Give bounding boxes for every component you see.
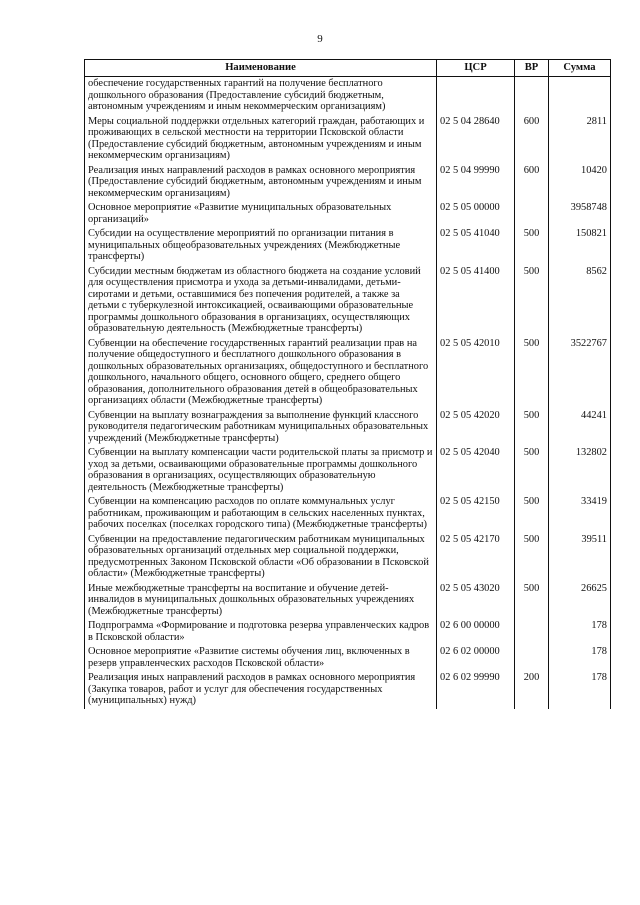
row-vr: 500 — [515, 495, 549, 533]
row-name: Реализация иных направлений расходов в рамках основного мероприятия (Предоставление субсидий бюджетным, автономным учреждениям и иным некоммерческим организациям) — [85, 164, 437, 202]
row-name: Основное мероприятие «Развитие системы обучения лиц, включенных в резерв управленческих расходов Псковской области» — [85, 645, 437, 671]
row-sum: 2811 — [549, 115, 611, 164]
table-row — [85, 582, 611, 620]
table-row — [85, 201, 611, 227]
row-vr: 500 — [515, 409, 549, 447]
row-name: Подпрограмма «Формирование и подготовка резерва управленческих кадров в Псковской области» — [85, 619, 437, 645]
table-row — [85, 533, 611, 582]
row-csr: 02 5 05 42150 — [437, 495, 515, 533]
row-csr: 02 5 04 28640 — [437, 115, 515, 164]
table-row — [85, 409, 611, 447]
table-row — [85, 77, 611, 115]
table-row — [85, 164, 611, 202]
row-vr: 500 — [515, 533, 549, 582]
row-vr: 500 — [515, 446, 549, 495]
table-header — [85, 60, 611, 77]
row-vr: 200 — [515, 671, 549, 709]
row-vr — [515, 77, 549, 115]
row-vr — [515, 645, 549, 671]
row-name: Субсидии на осуществление мероприятий по организации питания в муниципальных общеобразовательных учреждениях (Межбюджетные трансферты) — [85, 227, 437, 265]
row-csr: 02 5 05 41040 — [437, 227, 515, 265]
row-sum: 178 — [549, 619, 611, 645]
row-name: Меры социальной поддержки отдельных категорий граждан, работающих и проживающих в сельской местности на территории Псковской области (Предоставление субсидий бюджетным, автономным учреждениям и иным некоммерческим организациям) — [85, 115, 437, 164]
row-sum: 8562 — [549, 265, 611, 337]
row-sum: 33419 — [549, 495, 611, 533]
row-vr — [515, 201, 549, 227]
row-vr — [515, 619, 549, 645]
table-row — [85, 495, 611, 533]
row-csr: 02 5 05 42040 — [437, 446, 515, 495]
row-name: Субвенции на выплату компенсации части родительской платы за присмотр и уход за детьми, осваивающими образовательные программы дошкольного образования в организациях, осуществляющих образовательную деятельность (Межбюджетные трансферты) — [85, 446, 437, 495]
row-name: Основное мероприятие «Развитие муниципальных образовательных организаций» — [85, 201, 437, 227]
row-sum: 39511 — [549, 533, 611, 582]
row-csr: 02 5 05 41400 — [437, 265, 515, 337]
row-name: обеспечение государственных гарантий на получение бесплатного дошкольного образования (Предоставление субсидий бюджетным, автономным учреждениям и иным некоммерческим организациям) — [85, 77, 437, 115]
row-name: Субсидии местным бюджетам из областного бюджета на создание условий для осуществления присмотра и ухода за детьми-инвалидами, детьми-сиротами и детьми, оставшимися без попечения родителей, а также за детьми с туберкулезной интоксикацией, осваивающими образовательные программы дошкольного образования в организациях, осуществляющих образовательную деятельность (Межбюджетные трансферты) — [85, 265, 437, 337]
table-row — [85, 645, 611, 671]
table-row — [85, 115, 611, 164]
row-sum: 3522767 — [549, 337, 611, 409]
row-csr: 02 5 05 00000 — [437, 201, 515, 227]
row-vr: 500 — [515, 582, 549, 620]
row-sum: 178 — [549, 671, 611, 709]
row-vr: 500 — [515, 337, 549, 409]
row-vr: 600 — [515, 164, 549, 202]
header-vr: ВР — [515, 60, 549, 77]
row-csr: 02 5 05 42010 — [437, 337, 515, 409]
table-row — [85, 337, 611, 409]
row-csr: 02 6 00 00000 — [437, 619, 515, 645]
row-sum — [549, 77, 611, 115]
table-row — [85, 671, 611, 709]
row-sum: 26625 — [549, 582, 611, 620]
row-name: Реализация иных направлений расходов в рамках основного мероприятия (Закупка товаров, работ и услуг для обеспечения государственных (муниципальных) нужд) — [85, 671, 437, 709]
table-row — [85, 446, 611, 495]
row-sum: 178 — [549, 645, 611, 671]
table-row — [85, 227, 611, 265]
row-name: Субвенции на выплату вознаграждения за выполнение функций классного руководителя педагогическим работникам муниципальных образовательных учреждений (Межбюджетные трансферты) — [85, 409, 437, 447]
header-sum: Сумма — [549, 60, 611, 77]
budget-table — [84, 59, 611, 709]
header-name: Наименование — [85, 60, 437, 77]
table-body — [85, 77, 611, 709]
row-sum: 10420 — [549, 164, 611, 202]
row-csr: 02 6 02 00000 — [437, 645, 515, 671]
row-name: Субвенции на компенсацию расходов по оплате коммунальных услуг работникам, проживающим и работающим в сельских населенных пунктах, рабочих поселках (поселках городского типа) (Межбюджетные трансферты) — [85, 495, 437, 533]
row-vr: 600 — [515, 115, 549, 164]
row-name: Субвенции на обеспечение государственных гарантий реализации прав на получение общедоступного и бесплатного дошкольного образования в дошкольных образовательных организациях, общедоступного и бесплатного дошкольного, начального общего, основного общего, среднего общего образования, дополнительного образования детей в общеобразовательных организациях области (Межбюджетные трансферты) — [85, 337, 437, 409]
row-csr: 02 5 04 99990 — [437, 164, 515, 202]
row-name: Субвенции на предоставление педагогическим работникам муниципальных образовательных организаций отдельных мер социальной поддержки, предусмотренных Законом Псковской области «Об образовании в Псковской области» (Межбюджетные трансферты) — [85, 533, 437, 582]
row-csr: 02 5 05 43020 — [437, 582, 515, 620]
row-sum: 132802 — [549, 446, 611, 495]
table-row — [85, 265, 611, 337]
row-vr: 500 — [515, 227, 549, 265]
row-csr: 02 6 02 99990 — [437, 671, 515, 709]
page-number: 9 — [317, 33, 323, 45]
row-name: Иные межбюджетные трансферты на воспитание и обучение детей-инвалидов в муниципальных дошкольных образовательных учреждениях (Межбюджетные трансферты) — [85, 582, 437, 620]
row-sum: 44241 — [549, 409, 611, 447]
row-csr: 02 5 05 42170 — [437, 533, 515, 582]
row-csr — [437, 77, 515, 115]
row-csr: 02 5 05 42020 — [437, 409, 515, 447]
header-csr: ЦСР — [437, 60, 515, 77]
row-sum: 3958748 — [549, 201, 611, 227]
row-vr: 500 — [515, 265, 549, 337]
table-row — [85, 619, 611, 645]
row-sum: 150821 — [549, 227, 611, 265]
